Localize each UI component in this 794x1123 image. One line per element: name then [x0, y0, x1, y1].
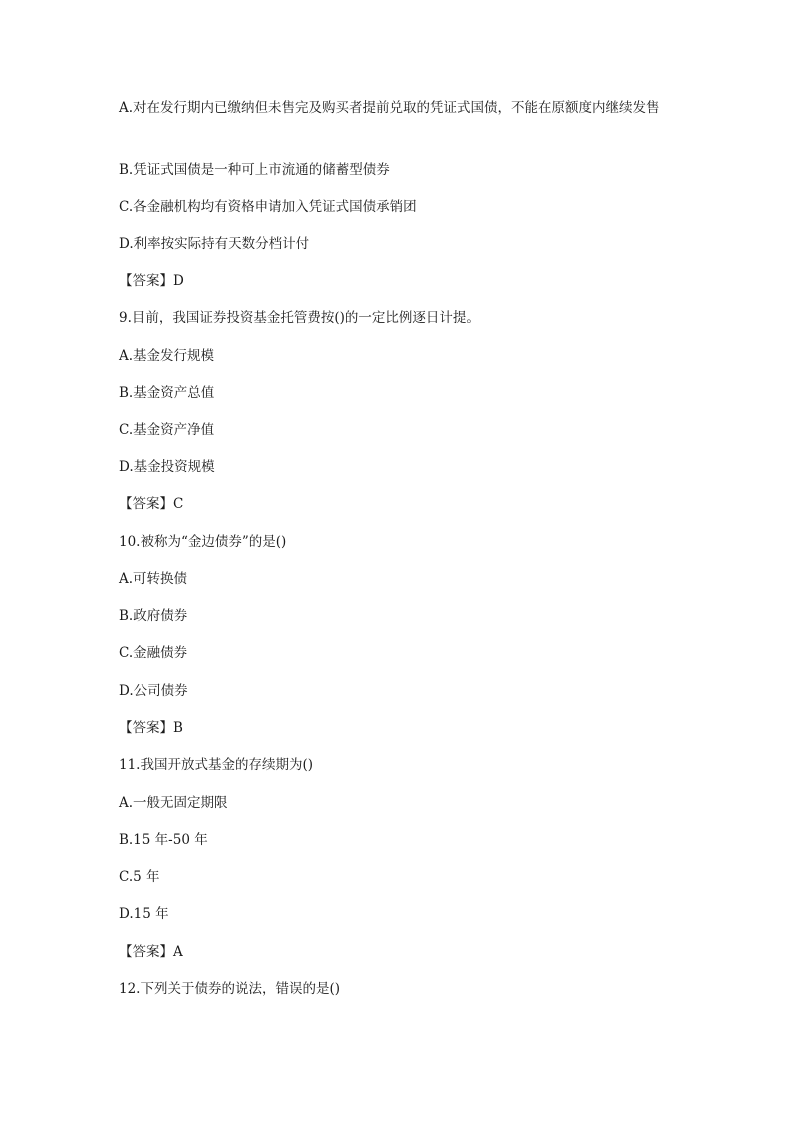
q9-option-c: C.基金资产净值 — [119, 422, 215, 438]
q11-question: 11.我国开放式基金的存续期为() — [119, 757, 314, 773]
q11-option-c: C.5 年 — [119, 869, 160, 885]
q10-question: 10.被称为“金边债券”的是() — [119, 534, 287, 550]
q11-option-d: D.15 年 — [119, 906, 169, 922]
q10-option-b: B.政府债券 — [119, 608, 188, 624]
q10-option-a: A.可转换债 — [119, 571, 188, 587]
q10-option-c: C.金融债券 — [119, 645, 188, 661]
q8-option-b: B.凭证式国债是一种可上市流通的储蓄型债券 — [119, 162, 390, 178]
q10-option-d: D.公司债券 — [119, 683, 188, 699]
q9-option-a: A.基金发行规模 — [119, 348, 215, 364]
q8-option-a: A.对在发行期内已缴纳但未售完及购买者提前兑取的凭证式国债，不能在原额度内继续发售 — [119, 100, 660, 116]
q9-answer: 【答案】C — [119, 496, 184, 512]
q9-option-b: B.基金资产总值 — [119, 385, 215, 401]
q8-option-c: C.各金融机构均有资格申请加入凭证式国债承销团 — [119, 199, 417, 215]
q11-option-a: A.一般无固定期限 — [119, 795, 228, 811]
q9-question: 9.目前，我国证券投资基金托管费按()的一定比例逐日计提。 — [119, 310, 480, 326]
q12-question: 12.下列关于债券的说法，错误的是() — [119, 981, 341, 997]
q10-answer: 【答案】B — [119, 720, 183, 736]
q11-option-b: B.15 年-50 年 — [119, 832, 208, 848]
q8-answer: 【答案】D — [119, 273, 184, 289]
q11-answer: 【答案】A — [119, 944, 183, 960]
q8-option-d: D.利率按实际持有天数分档计付 — [119, 236, 310, 252]
q9-option-d: D.基金投资规模 — [119, 459, 215, 475]
